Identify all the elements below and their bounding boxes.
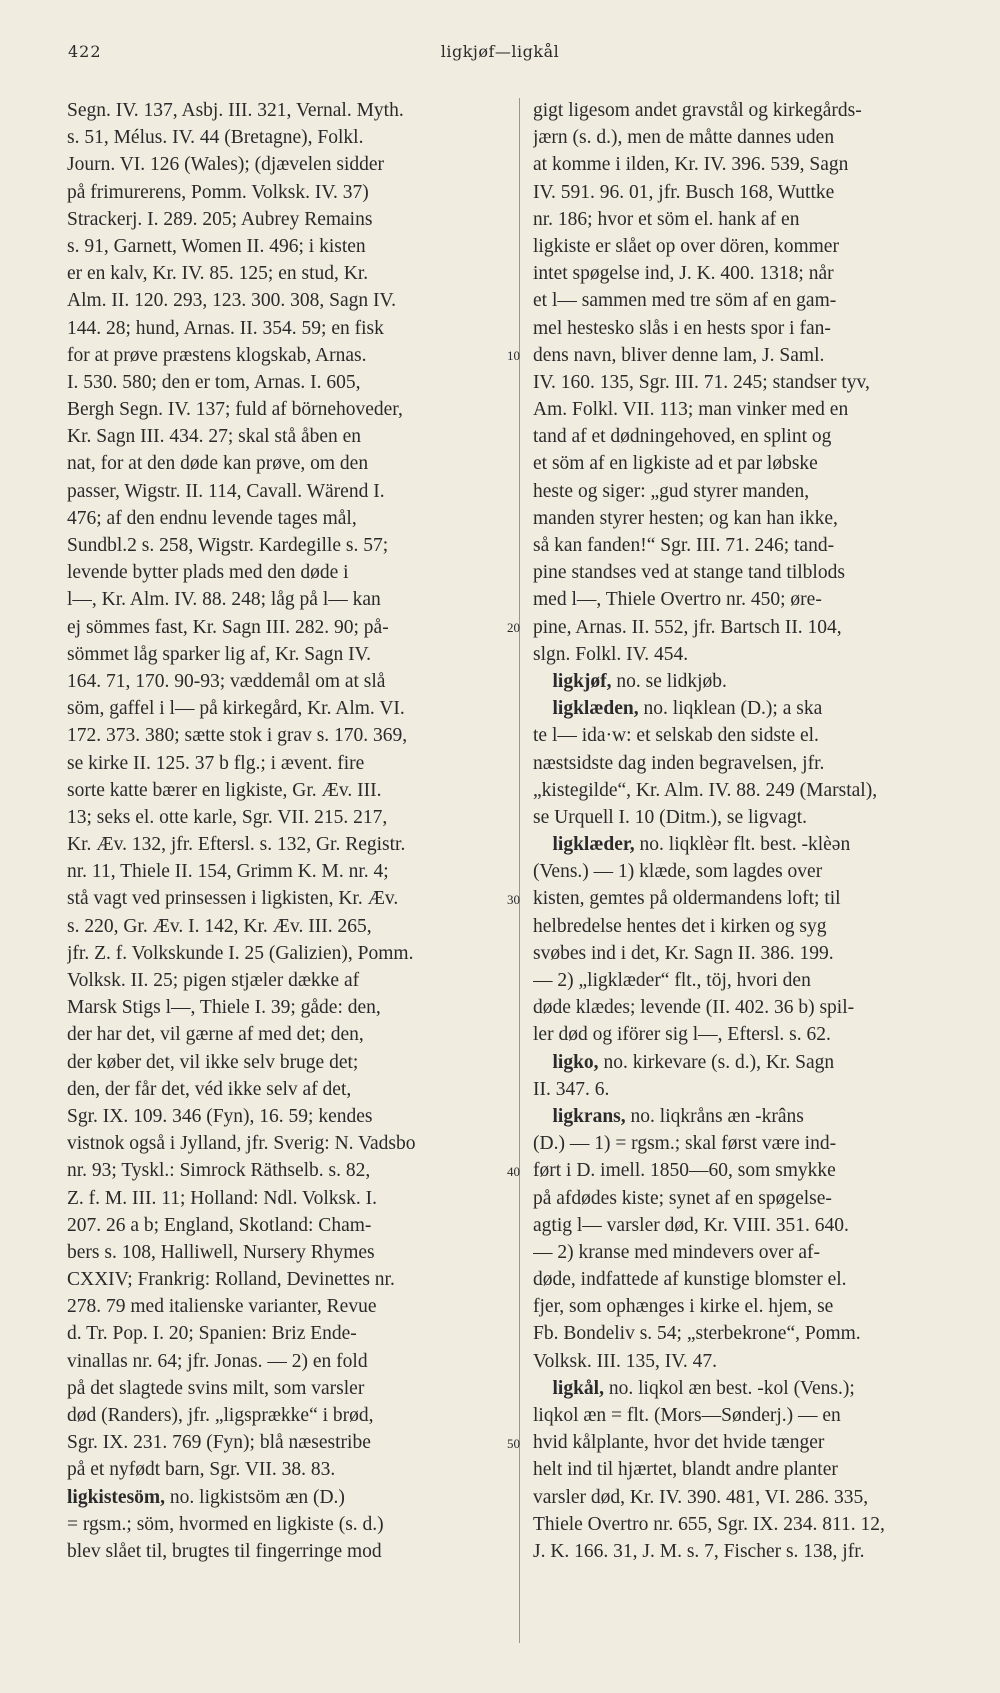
left-column-line: Kr. Æv. 132, jfr. Eftersl. s. 132, Gr. Registr.	[67, 834, 406, 856]
right-column-line: fjer, som ophænges i kirke el. hjem, se	[533, 1296, 834, 1318]
left-column-line: Sundbl.2 s. 258, Wigstr. Kardegille s. 57;	[67, 535, 389, 556]
headword: ligkål,	[552, 1377, 604, 1399]
headword: ligkjøf,	[552, 670, 612, 692]
left-column-line: Journ. VI. 126 (Wales); (djævelen sidder	[67, 154, 385, 176]
right-column-line: dens navn, bliver denne lam, J. Saml.	[533, 344, 825, 366]
left-column-line: 13; seks el. otte karle, Sgr. VII. 215. 217,	[67, 806, 388, 828]
right-column-line: et l— sammen med tre söm af en gam-	[533, 290, 837, 312]
right-column-line: at komme i ilden, Kr. IV. 396. 539, Sagn	[533, 154, 849, 176]
left-column-line: vistnok også i Jylland, jfr. Sverig: N. Vadsbo	[67, 1133, 416, 1155]
right-column-line: ligklæder, no. liqklèər flt. best. -klèən	[552, 834, 851, 856]
left-column-line: Alm. II. 120. 293, 123. 300. 308, Sagn IV.	[67, 290, 396, 312]
right-column-line: Am. Folkl. VII. 113; man vinker med en	[533, 399, 849, 421]
right-column-line: — 2) „ligklæder“ flt., töj, hvori den	[533, 970, 811, 991]
right-column-line: hvid kålplante, hvor det hvide tænger	[533, 1432, 825, 1454]
left-column-line: der køber det, vil ikke selv bruge det;	[67, 1051, 359, 1073]
right-column-line: ligkål, no. liqkol æn best. -kol (Vens.);	[552, 1377, 855, 1399]
right-column-line: liqkol æn = flt. (Mors—Sønderj.) — en	[533, 1405, 841, 1426]
left-column-line: Strackerj. I. 289. 205; Aubrey Remains	[67, 208, 373, 230]
right-column-line: så kan fanden!“ Sgr. III. 71. 246; tand-	[533, 535, 835, 556]
left-column-line: söm, gaffel i l— på kirkegård, Kr. Alm. VI.	[67, 698, 405, 720]
page-number: 422	[68, 42, 102, 61]
left-column-line: d. Tr. Pop. I. 20; Spanien: Briz Ende-	[67, 1323, 357, 1345]
left-column-line: Sgr. IX. 231. 769 (Fyn); blå næsestribe	[67, 1432, 371, 1454]
left-column-line: Z. f. M. III. 11; Holland: Ndl. Volksk. I.	[67, 1187, 378, 1209]
left-column-line: sömmet låg sparker lig af, Kr. Sagn IV.	[67, 643, 372, 665]
right-column-line: heste og siger: „gud styrer manden,	[533, 480, 810, 502]
left-column-line: 207. 26 a b; England, Skotland: Cham-	[67, 1214, 372, 1236]
left-column-line: CXXIV; Frankrig: Rolland, Devinettes nr.	[67, 1269, 395, 1291]
right-column-line: te l— ida·w: et selskab den sidste el.	[533, 725, 819, 747]
right-column-line: varsler død, Kr. IV. 390. 481, VI. 286. 335,	[533, 1486, 869, 1508]
left-column-line: Segn. IV. 137, Asbj. III. 321, Vernal. Myth.	[67, 100, 404, 121]
left-column-line: se kirke II. 125. 37 b flg.; i ævent. fire	[67, 752, 365, 774]
right-column-line: — 2) kranse med mindevers over af-	[533, 1241, 820, 1263]
headword: ligklæden,	[552, 698, 639, 720]
running-title: ligkjøf—ligkål	[440, 42, 560, 61]
right-column-line: døde, indfattede af kunstige blomster el.	[533, 1269, 847, 1291]
left-column-line: stå vagt ved prinsessen i ligkisten, Kr. Æv.	[67, 888, 399, 910]
left-column-line: nat, for at den døde kan prøve, om den	[67, 453, 369, 475]
right-column-line: kisten, gemtes på oldermandens loft; til	[533, 888, 841, 910]
right-column-line: helt ind til hjærtet, blandt andre planter	[533, 1459, 838, 1481]
right-column-line: (D.) — 1) = rgsm.; skal først være ind-	[533, 1133, 837, 1155]
left-column-line: Bergh Segn. IV. 137; fuld af börnehoveder,	[67, 399, 403, 421]
headword: ligko,	[552, 1051, 599, 1073]
left-column-line: I. 530. 580; den er tom, Arnas. I. 605,	[67, 371, 361, 393]
right-column-line: Thiele Overtro nr. 655, Sgr. IX. 234. 811. 12,	[533, 1513, 885, 1535]
right-column-line: døde klædes; levende (II. 402. 36 b) spil-	[533, 997, 855, 1019]
right-column-line: på afdødes kiste; synet af en spøgelse-	[533, 1187, 832, 1209]
left-column-line: levende bytter plads med den døde i	[67, 562, 349, 584]
right-column-line: mel hestesko slås i en hests spor i fan-	[533, 317, 831, 339]
left-column-line: 172. 373. 380; sætte stok i grav s. 170. 369,	[67, 725, 408, 747]
right-column-line: manden styrer hesten; og kan han ikke,	[533, 507, 838, 529]
column-divider	[519, 98, 520, 1643]
left-column-line: død (Randers), jfr. „ligsprække“ i brød,	[67, 1405, 374, 1426]
left-column-line: den, der får det, véd ikke selv af det,	[67, 1078, 352, 1100]
left-column-line: s. 51, Mélus. IV. 44 (Bretagne), Folkl.	[67, 127, 364, 149]
right-column-line: pine, Arnas. II. 552, jfr. Bartsch II. 104,	[533, 616, 842, 638]
left-column-line: s. 91, Garnett, Women II. 496; i kisten	[67, 235, 366, 257]
left-column-line: nr. 11, Thiele II. 154, Grimm K. M. nr. 4;	[67, 861, 389, 883]
left-column	[67, 97, 507, 1565]
right-column-line: pine standses ved at stange tand tilblods	[533, 562, 845, 584]
left-column-line: Kr. Sagn III. 434. 27; skal stå åben en	[67, 426, 362, 448]
right-column-line: nr. 186; hvor et söm el. hank af en	[533, 208, 800, 230]
line-number: 40	[507, 1163, 520, 1179]
right-column-line: agtig l— varsler død, Kr. VIII. 351. 640.	[533, 1214, 849, 1236]
line-number: 10	[507, 347, 520, 363]
headword: ligkrans,	[552, 1105, 626, 1127]
right-column-line: ligkiste er slået op over dören, kommer	[533, 235, 839, 257]
line-number: 50	[507, 1435, 520, 1451]
right-column-line: II. 347. 6.	[533, 1078, 610, 1100]
right-column-line: ler død og iförer sig l—, Eftersl. s. 62.	[533, 1024, 831, 1046]
left-column-line: 476; af den endnu levende tages mål,	[67, 507, 357, 529]
right-column-line: tand af et dødningehoved, en splint og	[533, 426, 832, 448]
right-column-line: J. K. 166. 31, J. M. s. 7, Fischer s. 138, jfr.	[533, 1540, 865, 1562]
line-number: 20	[507, 619, 520, 635]
left-column-line: for at prøve præstens klogskab, Arnas.	[67, 344, 367, 366]
left-column-line: på et nyfødt barn, Sgr. VII. 38. 83.	[67, 1459, 336, 1481]
left-column-line: 164. 71, 170. 90-93; væddemål om at slå	[67, 670, 386, 692]
left-column-line: vinallas nr. 64; jfr. Jonas. — 2) en fold	[67, 1350, 368, 1372]
left-column-line: sorte katte bærer en ligkiste, Gr. Æv. III.	[67, 779, 382, 801]
left-column-line: ej sömmes fast, Kr. Sagn III. 282. 90; på-	[67, 616, 389, 638]
headword: ligkistesöm,	[67, 1486, 166, 1508]
left-column-line: jfr. Z. f. Volkskunde I. 25 (Galizien), Pomm.	[67, 942, 414, 964]
right-column-line: se Urquell I. 10 (Ditm.), se ligvagt.	[533, 806, 808, 828]
right-column-line: gigt ligesom andet gravstål og kirkegårds-	[533, 100, 862, 121]
right-column-line: intet spøgelse ind, J. K. 400. 1318; når	[533, 263, 834, 285]
right-column-line: næstsidste dag inden begravelsen, jfr.	[533, 752, 825, 774]
right-column-line: jærn (s. d.), men de måtte dannes uden	[533, 127, 835, 149]
left-column-line: Marsk Stigs l—, Thiele I. 39; gåde: den,	[67, 997, 381, 1019]
page-header	[0, 42, 1000, 70]
left-column-line: Sgr. IX. 109. 346 (Fyn), 16. 59; kendes	[67, 1105, 373, 1127]
left-column-line: s. 220, Gr. Æv. I. 142, Kr. Æv. III. 265,	[67, 915, 372, 937]
right-column-line: IV. 160. 135, Sgr. III. 71. 245; standser tyv,	[533, 371, 870, 393]
left-column-line: Volksk. II. 25; pigen stjæler dække af	[67, 970, 360, 991]
left-column-line: der har det, vil gærne af med det; den,	[67, 1024, 364, 1046]
right-column	[533, 97, 973, 1565]
right-column-line: IV. 591. 96. 01, jfr. Busch 168, Wuttke	[533, 181, 835, 203]
right-column-line: Fb. Bondeliv s. 54; „sterbekrone“, Pomm.	[533, 1323, 861, 1345]
left-column-line: på det slagtede svins milt, som varsler	[67, 1377, 365, 1399]
line-number: 30	[507, 891, 520, 907]
left-column-line: nr. 93; Tyskl.: Simrock Räthselb. s. 82,	[67, 1160, 371, 1182]
left-column-line: passer, Wigstr. II. 114, Cavall. Wärend I.	[67, 480, 385, 502]
left-column-line: bers s. 108, Halliwell, Nursery Rhymes	[67, 1241, 375, 1263]
headword: ligklæder,	[552, 834, 635, 856]
right-column-line: ført i D. imell. 1850—60, som smykke	[533, 1160, 836, 1182]
left-column-line: = rgsm.; söm, hvormed en ligkiste (s. d.)	[67, 1513, 384, 1535]
right-column-line: helbredelse hentes det i kirken og syg	[533, 915, 827, 937]
right-column-line: „kistegilde“, Kr. Alm. IV. 88. 249 (Marstal),	[533, 779, 878, 801]
right-column-line: Volksk. III. 135, IV. 47.	[533, 1350, 717, 1372]
left-column-line: 278. 79 med italienske varianter, Revue	[67, 1296, 377, 1318]
left-column-line: blev slået til, brugtes til fingerringe mod	[67, 1540, 382, 1562]
left-column-line: på frimurerens, Pomm. Volksk. IV. 37)	[67, 181, 369, 203]
right-column-line: (Vens.) — 1) klæde, som lagdes over	[533, 861, 823, 883]
right-column-line: ligklæden, no. liqklean (D.); a ska	[552, 698, 823, 720]
right-column-line: svøbes ind i det, Kr. Sagn II. 386. 199.	[533, 942, 834, 964]
left-column-line: 144. 28; hund, Arnas. II. 354. 59; en fisk	[67, 317, 384, 339]
right-column-line: et söm af en ligkiste ad et par løbske	[533, 453, 818, 475]
right-column-line: ligkjøf, no. se lidkjøb.	[552, 670, 727, 692]
right-column-line: ligko, no. kirkevare (s. d.), Kr. Sagn	[552, 1051, 835, 1073]
left-column-line: er en kalv, Kr. IV. 85. 125; en stud, Kr.	[67, 263, 369, 285]
left-column-line: ligkistesöm, no. ligkistsöm æn (D.)	[67, 1486, 345, 1508]
left-column-line: l—, Kr. Alm. IV. 88. 248; låg på l— kan	[67, 589, 381, 611]
right-column-line: slgn. Folkl. IV. 454.	[533, 643, 689, 665]
right-column-line: ligkrans, no. liqkråns æn -krâns	[552, 1105, 804, 1127]
right-column-line: med l—, Thiele Overtro nr. 450; øre-	[533, 589, 822, 611]
